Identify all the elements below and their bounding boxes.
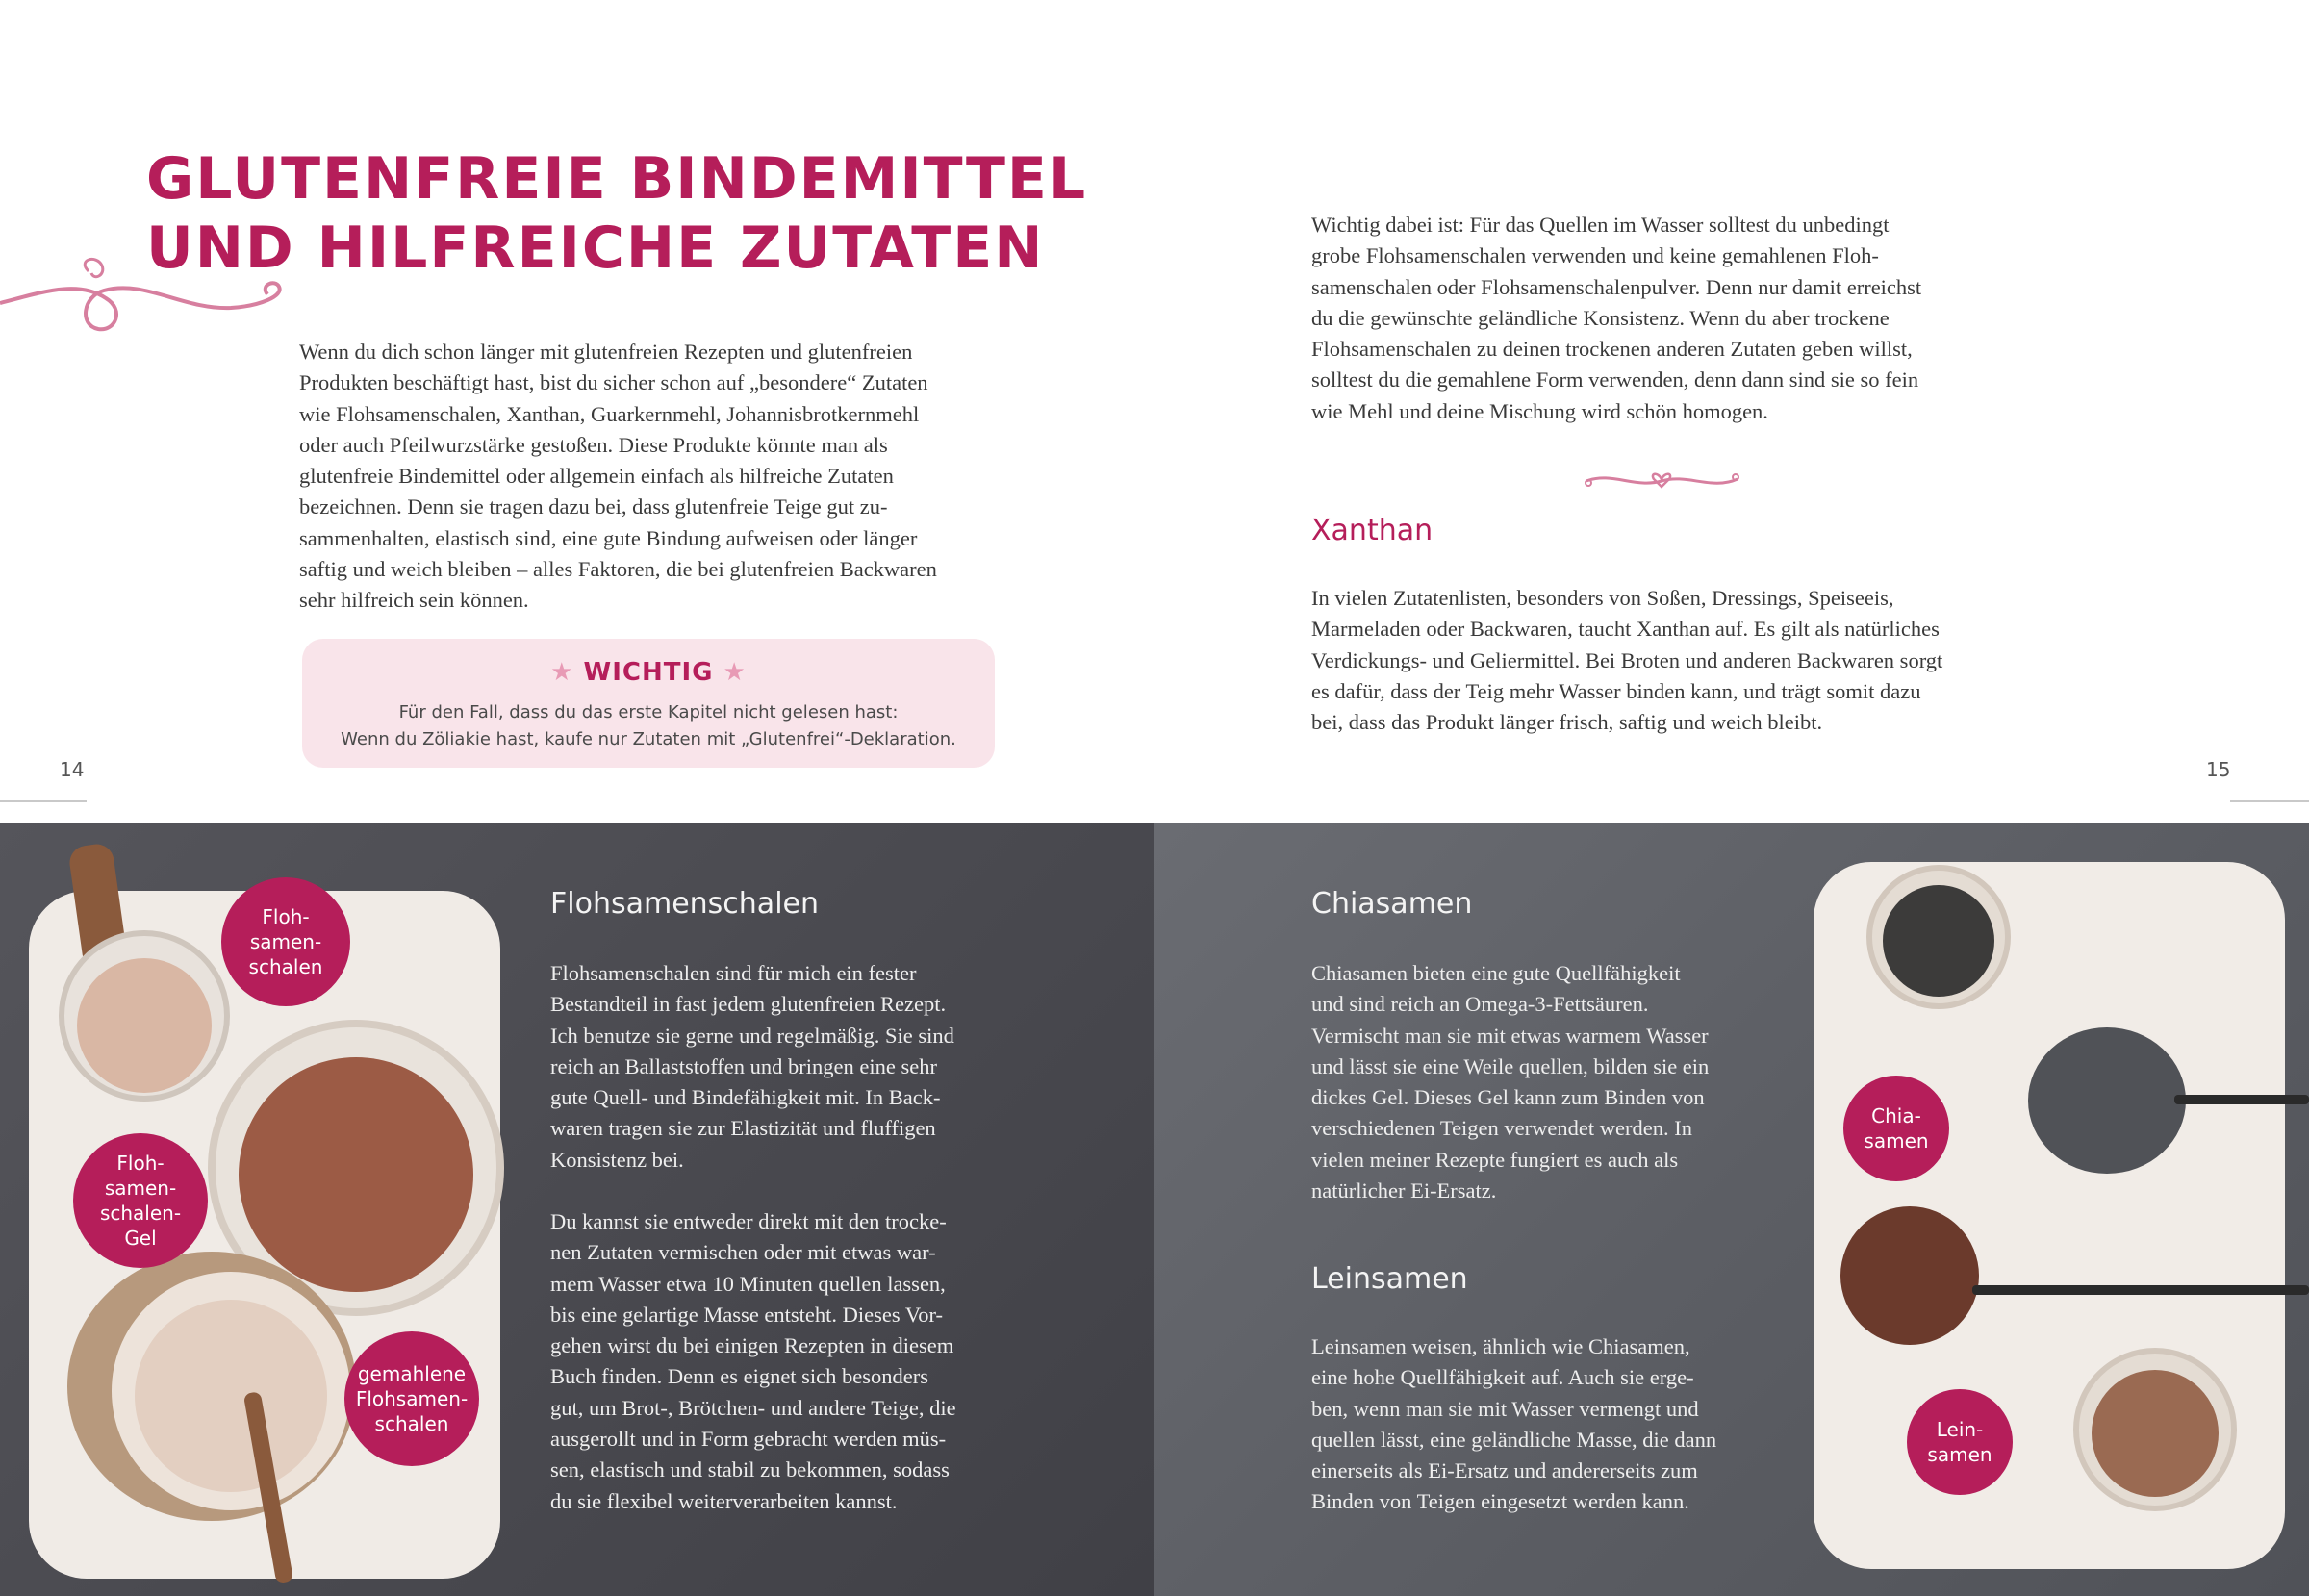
text-line: Marmeladen oder Backwaren, taucht Xanthan auf. Es gilt als natürliches — [1311, 617, 1940, 642]
badge-line: samen- — [104, 1177, 177, 1200]
text-line: bezeichnen. Denn sie tragen dazu bei, dass glutenfreie Teige gut zu- — [299, 494, 888, 519]
badge-line: schalen- — [99, 1202, 182, 1225]
text-line: eine hohe Quellfähigkeit auf. Auch sie erge- — [1311, 1365, 1694, 1390]
important-label: WICHTIG — [583, 658, 714, 687]
text-line: Konsistenz bei. — [550, 1147, 684, 1172]
important-text-line-2: Wenn du Zöliakie hast, kaufe nur Zutaten mit „Glutenfrei“-Deklaration. — [341, 729, 956, 749]
page-number-right: 15 — [2206, 758, 2231, 781]
leinsamen-paragraph — [1311, 1331, 1716, 1518]
badge-line: schalen — [248, 955, 323, 978]
photo-flohsamenschalen — [0, 823, 1154, 1596]
text-line: grobe Flohsamenschalen verwenden und keine gemahlenen Floh- — [1311, 243, 1879, 268]
badge-leinsamen — [1907, 1389, 2013, 1495]
text-line: und sind reich an Omega-3-Fettsäuren. — [1311, 992, 1649, 1017]
text-line: verschiedenen Teigen verwendet werden. In — [1311, 1116, 1692, 1141]
text-line: nen Zutaten vermischen oder mit etwas war- — [550, 1240, 936, 1265]
text-line: samenschalen oder Flohsamenschalenpulver. Denn nur damit erreichst — [1311, 274, 1922, 299]
text-line: gut, um Brot-, Brötchen- und andere Teige, die — [550, 1395, 956, 1420]
xanthan-heading: Xanthan — [1311, 514, 1434, 547]
badge-line: Floh- — [116, 1152, 165, 1175]
page-number-left: 14 — [60, 758, 85, 781]
text-line: vielen meiner Rezepte fungiert es auch als — [1311, 1147, 1679, 1172]
text-line: gute Quell- und Bindefähigkeit mit. In Back- — [550, 1085, 941, 1110]
title-line-1: GLUTENFREIE BINDEMITTEL — [146, 145, 1088, 213]
badge-line: gemahlene — [357, 1362, 467, 1385]
flohsamenschalen-paragraph-2 — [550, 1206, 956, 1517]
badge-flohsamenschalen — [221, 877, 350, 1006]
text-line: gehen wirst du bei einigen Rezepten in diesem — [550, 1333, 954, 1358]
text-line: Verdickungs- und Geliermittel. Bei Broten und anderen Backwaren sorgt — [1311, 647, 1943, 672]
text-line: dickes Gel. Dieses Gel kann zum Binden von — [1311, 1085, 1705, 1110]
text-line: Chiasamen bieten eine gute Quellfähigkeit — [1311, 961, 1681, 985]
badge-flohsamenschalen-gel — [73, 1133, 208, 1268]
text-line: Wenn du dich schon länger mit glutenfreien Rezepten und glutenfreien — [299, 340, 913, 364]
text-line: es dafür, dass der Teig mehr Wasser binden kann, und trägt somit dazu — [1311, 678, 1921, 703]
important-heading — [302, 658, 995, 687]
text-line: Bestandteil in fast jedem glutenfreien Rezept. — [550, 992, 947, 1017]
important-note-box — [302, 639, 995, 768]
badge-line: Chia- — [1871, 1104, 1921, 1127]
text-line: einerseits als Ei-Ersatz und andererseits zum — [1311, 1458, 1698, 1483]
text-line: Wichtig dabei ist: Für das Quellen im Wasser solltest du unbedingt — [1311, 213, 1890, 237]
text-line: wie Mehl und deine Mischung wird schön homogen. — [1311, 398, 1768, 423]
text-line: solltest du die gemahlene Form verwenden, denn dann sind sie so fein — [1311, 367, 1919, 393]
text-line: quellen lässt, eine geländliche Masse, die dann — [1311, 1427, 1717, 1452]
text-line: reich an Ballaststoffen und bringen eine sehr — [550, 1053, 937, 1078]
text-line: mem Wasser etwa 10 Minuten quellen lassen, — [550, 1271, 946, 1296]
badge-line: Lein- — [1936, 1418, 1984, 1441]
text-line: Produkten beschäftigt hast, bist du sicher schon auf „besondere“ Zutaten — [299, 370, 928, 395]
text-line: In vielen Zutatenlisten, besonders von Soßen, Dressings, Speiseeis, — [1311, 586, 1894, 610]
text-line: Binden von Teigen eingesetzt werden kann. — [1311, 1489, 1689, 1514]
intro-paragraph — [299, 337, 937, 617]
text-line: saftig und weich bleiben – alles Faktoren, die bei glutenfreien Backwaren — [299, 557, 937, 582]
text-line: glutenfreie Bindemittel oder allgemein einfach als hilfreiche Zutaten — [299, 464, 894, 489]
chiasamen-paragraph — [1311, 958, 1709, 1206]
page-rule-left — [0, 800, 87, 802]
text-line: sehr hilfreich sein können. — [299, 588, 529, 613]
xanthan-paragraph — [1311, 583, 1942, 738]
badge-line: Gel — [124, 1227, 157, 1250]
text-line: ben, wenn man sie mit Wasser vermengt und — [1311, 1396, 1699, 1421]
text-line: Flohsamenschalen sind für mich ein fester — [550, 961, 917, 985]
text-line: du die gewünschte geländliche Konsistenz. Wenn du aber trockene — [1311, 305, 1890, 330]
text-line: natürlicher Ei-Ersatz. — [1311, 1178, 1497, 1203]
text-line: bis eine gelartige Masse entsteht. Dieses Vor- — [550, 1302, 943, 1327]
text-line: und lässt sie eine Weile quellen, bilden sie ein — [1311, 1053, 1710, 1078]
flohsamenschalen-heading: Flohsamenschalen — [550, 887, 819, 921]
decorative-heart-divider — [1583, 464, 1741, 496]
important-text-line-1: Für den Fall, dass du das erste Kapitel nicht gelesen hast: — [398, 702, 899, 722]
chiasamen-heading: Chiasamen — [1311, 887, 1473, 921]
text-line: wie Flohsamenschalen, Xanthan, Guarkernmehl, Johannisbrotkernmehl — [299, 401, 920, 426]
page-rule-right — [2230, 800, 2309, 802]
text-line: ausgerollt und in Form gebracht werden müs- — [550, 1427, 947, 1452]
badge-gemahlene-flohsamenschalen — [344, 1331, 479, 1466]
text-line: Du kannst sie entweder direkt mit den trocke- — [550, 1209, 947, 1233]
flohsamenschalen-paragraph-1 — [550, 958, 954, 1176]
badge-line: Floh- — [262, 905, 310, 928]
star-icon: ★ — [723, 658, 747, 687]
text-line: bei, dass das Produkt länger frisch, saftig und weich bleibt. — [1311, 710, 1823, 735]
text-line: du sie flexibel weiterverarbeiten kannst. — [550, 1488, 898, 1513]
text-line: waren tragen sie zur Elastizität und fluffigen — [550, 1116, 936, 1141]
page-title — [146, 144, 1087, 283]
right-intro-paragraph — [1311, 210, 1921, 427]
badge-line: samen — [1864, 1129, 1929, 1153]
text-line: Buch finden. Denn es eignet sich besonders — [550, 1364, 929, 1389]
text-line: Vermischt man sie mit etwas warmem Wasser — [1311, 1023, 1709, 1048]
text-line: oder auch Pfeilwurzstärke gestoßen. Diese Produkte könnte man als — [299, 432, 888, 457]
text-line: Ich benutze sie gerne und regelmäßig. Sie sind — [550, 1023, 954, 1048]
badge-line: samen — [1927, 1443, 1992, 1466]
badge-chiasamen — [1843, 1076, 1949, 1181]
text-line: sen, elastisch und stabil zu bekommen, sodass — [550, 1457, 950, 1482]
text-line: Leinsamen weisen, ähnlich wie Chiasamen, — [1311, 1334, 1690, 1358]
photo-chia-leinsamen — [1154, 823, 2309, 1596]
leinsamen-heading: Leinsamen — [1311, 1262, 1468, 1296]
badge-line: samen- — [249, 930, 322, 953]
star-icon: ★ — [550, 658, 574, 687]
text-line: Flohsamenschalen zu deinen trockenen anderen Zutaten geben willst, — [1311, 337, 1913, 362]
title-line-2: UND HILFREICHE ZUTATEN — [146, 215, 1045, 282]
text-line: sammenhalten, elastisch sind, eine gute Bindung aufweisen oder länger — [299, 525, 918, 550]
badge-line: schalen — [374, 1412, 449, 1435]
badge-line: Flohsamen- — [355, 1387, 469, 1410]
